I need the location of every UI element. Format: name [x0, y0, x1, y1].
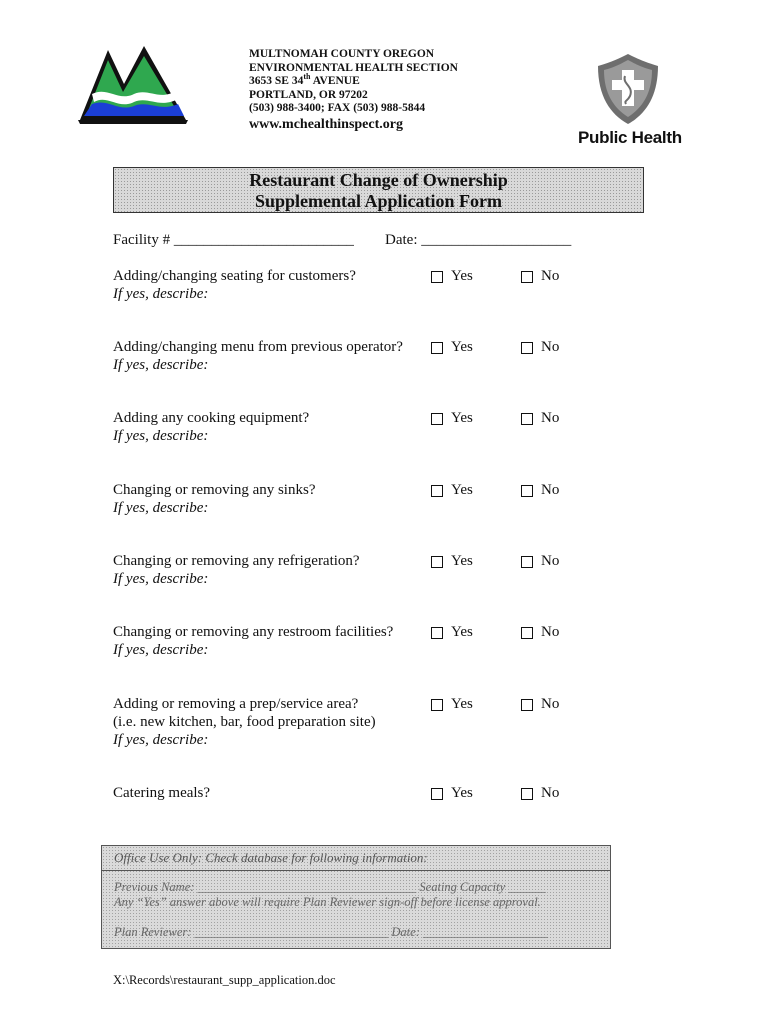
yes-checkbox[interactable]: Yes [431, 784, 473, 802]
form-title-box [113, 167, 644, 213]
no-checkbox[interactable]: No [521, 409, 559, 427]
checkbox-icon[interactable] [431, 271, 443, 283]
office-use-header: Office Use Only: Check database for following information: [102, 846, 610, 871]
public-health-logo-text: Public Health [578, 128, 682, 147]
checkbox-icon[interactable] [521, 556, 533, 568]
checkbox-icon[interactable] [521, 342, 533, 354]
yes-checkbox[interactable]: Yes [431, 338, 473, 356]
checkbox-icon[interactable] [431, 342, 443, 354]
previous-name-field[interactable]: Previous Name: ___________________________________ Seating Capacity ______ [114, 880, 546, 894]
question-prep-area-subtext: (i.e. new kitchen, bar, food preparation site) [113, 714, 376, 730]
no-checkbox[interactable]: No [521, 481, 559, 499]
address-line: PORTLAND, OR 97202 [249, 88, 368, 101]
date-field[interactable]: Date: ____________________ [385, 232, 572, 248]
yes-checkbox[interactable]: Yes [431, 552, 473, 570]
no-checkbox[interactable]: No [521, 784, 559, 802]
no-checkbox[interactable]: No [521, 338, 559, 356]
question-catering: Catering meals? [113, 785, 211, 801]
checkbox-icon[interactable] [521, 627, 533, 639]
question-sinks: Changing or removing any sinks? [113, 482, 316, 498]
describe-label: If yes, describe: [113, 357, 209, 373]
checkbox-icon[interactable] [431, 788, 443, 800]
checkbox-icon[interactable] [431, 627, 443, 639]
describe-label: If yes, describe: [113, 642, 209, 658]
question-restroom: Changing or removing any restroom facilities? [113, 624, 394, 640]
question-menu: Adding/changing menu from previous operator? [113, 339, 403, 355]
question-prep-area: Adding or removing a prep/service area? [113, 696, 359, 712]
checkbox-icon[interactable] [431, 699, 443, 711]
yes-checkbox[interactable]: Yes [431, 695, 473, 713]
checkbox-icon[interactable] [521, 413, 533, 425]
street-address: 3653 SE 34th AVENUE [249, 72, 360, 87]
checkbox-icon[interactable] [431, 556, 443, 568]
file-path-footer: X:\Records\restaurant_supp_application.doc [113, 973, 336, 987]
checkbox-icon[interactable] [521, 788, 533, 800]
yes-checkbox[interactable]: Yes [431, 267, 473, 285]
yes-checkbox[interactable]: Yes [431, 409, 473, 427]
address-line: ENVIRONMENTAL HEALTH SECTION [249, 61, 458, 74]
question-seating: Adding/changing seating for customers? [113, 268, 356, 284]
multnomah-county-logo [78, 42, 188, 124]
describe-label: If yes, describe: [113, 286, 209, 302]
yes-checkbox[interactable]: Yes [431, 481, 473, 499]
address-block [249, 48, 458, 131]
checkbox-icon[interactable] [521, 485, 533, 497]
describe-label: If yes, describe: [113, 428, 209, 444]
no-checkbox[interactable]: No [521, 623, 559, 641]
question-cooking-equipment: Adding any cooking equipment? [113, 410, 310, 426]
no-checkbox[interactable]: No [521, 267, 559, 285]
no-checkbox[interactable]: No [521, 695, 559, 713]
office-use-box [101, 845, 611, 949]
question-refrigeration: Changing or removing any refrigeration? [113, 553, 360, 569]
address-line: MULTNOMAH COUNTY OREGON [249, 48, 435, 60]
checkbox-icon[interactable] [521, 699, 533, 711]
yes-checkbox[interactable]: Yes [431, 623, 473, 641]
plan-reviewer-note: Any “Yes” answer above will require Plan Reviewer sign-off before license approval. [114, 895, 541, 909]
no-checkbox[interactable]: No [521, 552, 559, 570]
describe-label: If yes, describe: [113, 571, 209, 587]
website-link[interactable]: www.mchealthinspect.org [249, 116, 403, 132]
facility-number-field[interactable]: Facility # ________________________ [113, 232, 354, 248]
checkbox-icon[interactable] [521, 271, 533, 283]
checkbox-icon[interactable] [431, 413, 443, 425]
form-title-line1: Restaurant Change of Ownership [249, 170, 508, 190]
plan-reviewer-field[interactable]: Plan Reviewer: _______________________________ Date: ____________________ [114, 925, 548, 939]
address-line: (503) 988-3400; FAX (503) 988-5844 [249, 102, 426, 114]
public-health-shield-icon [594, 52, 662, 126]
form-title-line2: Supplemental Application Form [254, 191, 503, 211]
describe-label: If yes, describe: [113, 732, 209, 748]
checkbox-icon[interactable] [431, 485, 443, 497]
describe-label: If yes, describe: [113, 500, 209, 516]
